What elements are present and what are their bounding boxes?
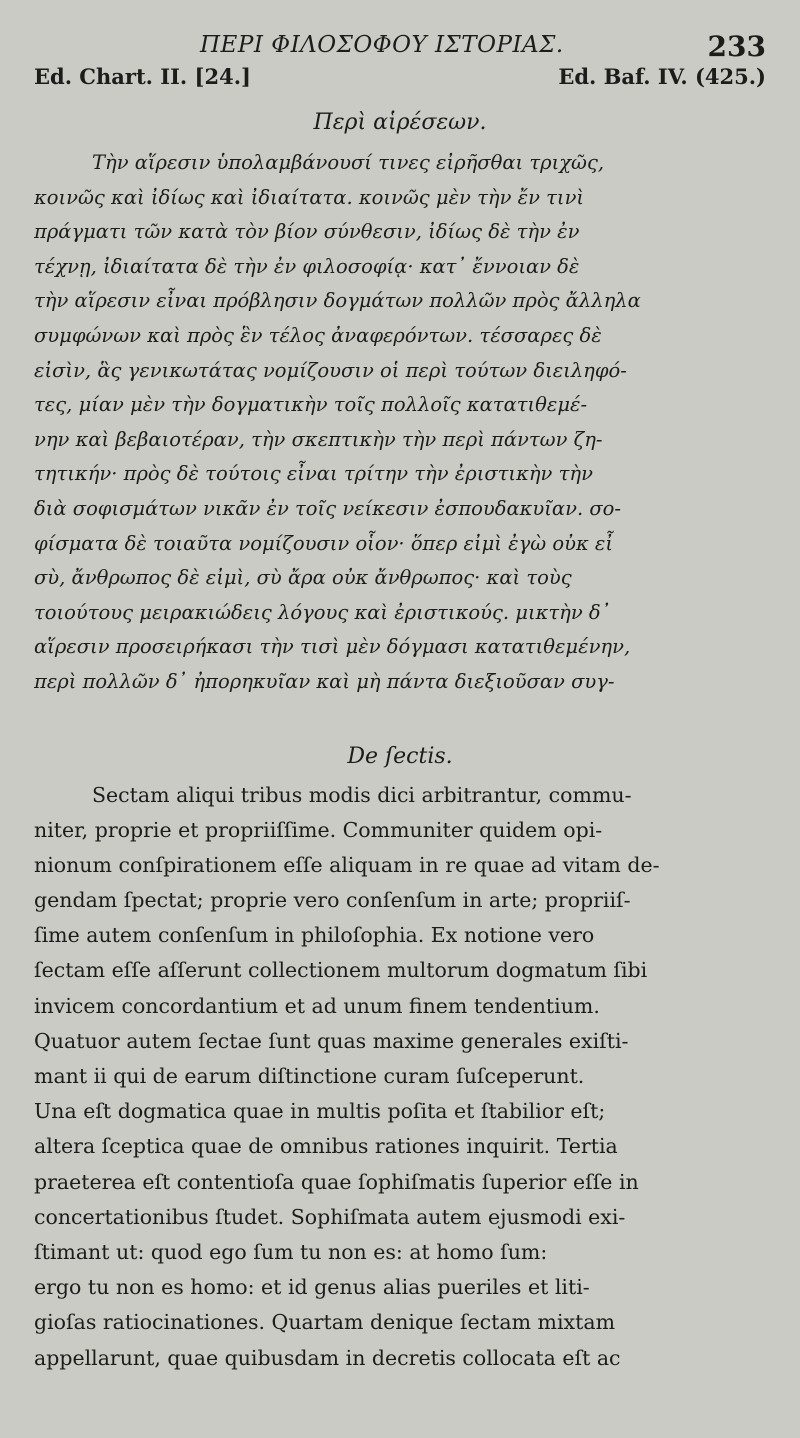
greek-text-line: εἰσὶν, ἃς γενικωτάτας νομίζουσιν οἱ περὶ τούτων διειληφό- bbox=[34, 358, 627, 382]
greek-text-line: Τὴν αἵρεσιν ὑπολαμβάνουσί τινες εἰρῆσθαι τριχῶς, bbox=[92, 151, 605, 174]
running-title: ΠΕΡΙ ΦΙΛΟΣΟΦΟΥ ΙΣΤΟΡΙΑΣ. bbox=[200, 32, 564, 58]
greek-text-line: φίσματα δὲ τοιαῦτα νομίζουσιν οἷον· ὅπερ εἰμὶ ἐγὼ οὐκ εἶ bbox=[34, 531, 614, 555]
latin-text-line: concertationibus ſtudet. Sophiſmata autem ejusmodi exi- bbox=[34, 1204, 626, 1229]
latin-text-block bbox=[34, 778, 766, 1376]
greek-text-line: αἵρεσιν προσειρήκασι τὴν τισὶ μὲν δόγμασι κατατιθεμένην, bbox=[34, 635, 631, 659]
greek-text-line: τὴν αἵρεσιν εἶναι πρόβλησιν δογμάτων πολλῶν πρὸς ἄλληλα bbox=[34, 289, 641, 313]
edition-chart-reference: Ed. Chart. II. [24.] bbox=[34, 64, 251, 89]
latin-text-line: invicem concordantium et ad unum finem tendentium. bbox=[34, 993, 600, 1018]
latin-text-line: altera ſceptica quae de omnibus rationes inquirit. Tertia bbox=[34, 1134, 618, 1159]
latin-text-line: gendam ſpectat; proprie vero conſenſum in arte; propriiſ- bbox=[34, 888, 631, 913]
greek-text-line: σὺ, ἄνθρωπος δὲ εἰμὶ, σὺ ἄρα οὐκ ἄνθρωπος· καὶ τοὺς bbox=[34, 566, 572, 590]
greek-text-line: κοινῶς καὶ ἰδίως καὶ ἰδιαίτατα. κοινῶς μὲν τὴν ἔν τινὶ bbox=[34, 185, 585, 209]
latin-text-line: Quatuor autem ſectae ſunt quas maxime generales exiſti- bbox=[34, 1028, 629, 1053]
latin-text-line: praeterea eſt contentioſa quae ſophiſmatis ſuperior eſſe in bbox=[34, 1169, 639, 1194]
page-number: 233 bbox=[707, 30, 766, 63]
greek-text-line: πράγματι τῶν κατὰ τὸν βίον σύνθεσιν, ἰδίως δὲ τὴν ἐν bbox=[34, 220, 580, 244]
latin-text-line: appellarunt, quae quibusdam in decretis collocata eſt ac bbox=[34, 1345, 621, 1370]
greek-section-title: Περὶ αἱρέσεων. bbox=[313, 110, 487, 135]
greek-text-line: περὶ πολλῶν δ᾽ ἠπορηκυῖαν καὶ μὴ πάντα διεξιοῦσαν συγ- bbox=[34, 669, 615, 693]
greek-text-line: διὰ σοφισμάτων νικᾶν ἐν τοῖς νείκεσιν ἐσπουδακυῖαν. σο- bbox=[34, 496, 621, 520]
greek-text-line: συμφώνων καὶ πρὸς ἓν τέλος ἀναφερόντων. τέσσαρες δὲ bbox=[34, 323, 602, 347]
latin-text-line: nionum conſpirationem eſſe aliquam in re quae ad vitam de- bbox=[34, 852, 660, 877]
greek-text-line: τέχνῃ, ἰδιαίτατα δὲ τὴν ἐν φιλοσοφίᾳ· κατ᾽ ἔννοιαν δὲ bbox=[34, 254, 580, 278]
edition-basel-reference: Ed. Baf. IV. (425.) bbox=[558, 64, 766, 89]
latin-text-line: mant ii qui de earum diſtinctione curam ſuſceperunt. bbox=[34, 1064, 585, 1088]
greek-text-block bbox=[34, 146, 766, 700]
latin-text-line: ſectam eſſe aſſerunt collectionem multorum dogmatum ſibi bbox=[34, 958, 648, 983]
latin-text-line: ergo tu non es homo: et id genus alias pueriles et liti- bbox=[34, 1275, 590, 1300]
greek-text-line: τες, μίαν μὲν τὴν δογματικὴν τοῖς πολλοῖς κατατιθεμέ- bbox=[34, 393, 588, 417]
latin-text-line: ſtimant ut: quod ego ſum tu non es: at homo ſum: bbox=[34, 1239, 548, 1264]
latin-text-line: Una eſt dogmatica quae in multis poſita et ſtabilior eſt; bbox=[34, 1099, 606, 1124]
latin-text-line: niter, proprie et propriiſſime. Communiter quidem opi- bbox=[34, 817, 603, 842]
greek-text-line: νην καὶ βεβαιοτέραν, τὴν σκεπτικὴν τὴν περὶ πάντων ζη- bbox=[34, 427, 603, 451]
latin-text-line: gioſas ratiocinationes. Quartam denique ſectam mixtam bbox=[34, 1310, 616, 1335]
greek-text-line: τητικήν· πρὸς δὲ τούτοις εἶναι τρίτην τὴν ἐριστικὴν τὴν bbox=[34, 462, 593, 486]
edition-reference-line bbox=[34, 62, 766, 96]
running-head bbox=[34, 30, 766, 62]
latin-text-line: ſime autem conſenſum in philoſophia. Ex notione vero bbox=[34, 923, 595, 948]
latin-section-title: De ſectis. bbox=[347, 743, 453, 769]
latin-text-line: Sectam aliqui tribus modis dici arbitrantur, commu- bbox=[92, 782, 632, 807]
greek-text-line: τοιούτους μειρακιώδεις λόγους καὶ ἐριστικούς. μικτὴν δ᾽ bbox=[34, 600, 611, 624]
